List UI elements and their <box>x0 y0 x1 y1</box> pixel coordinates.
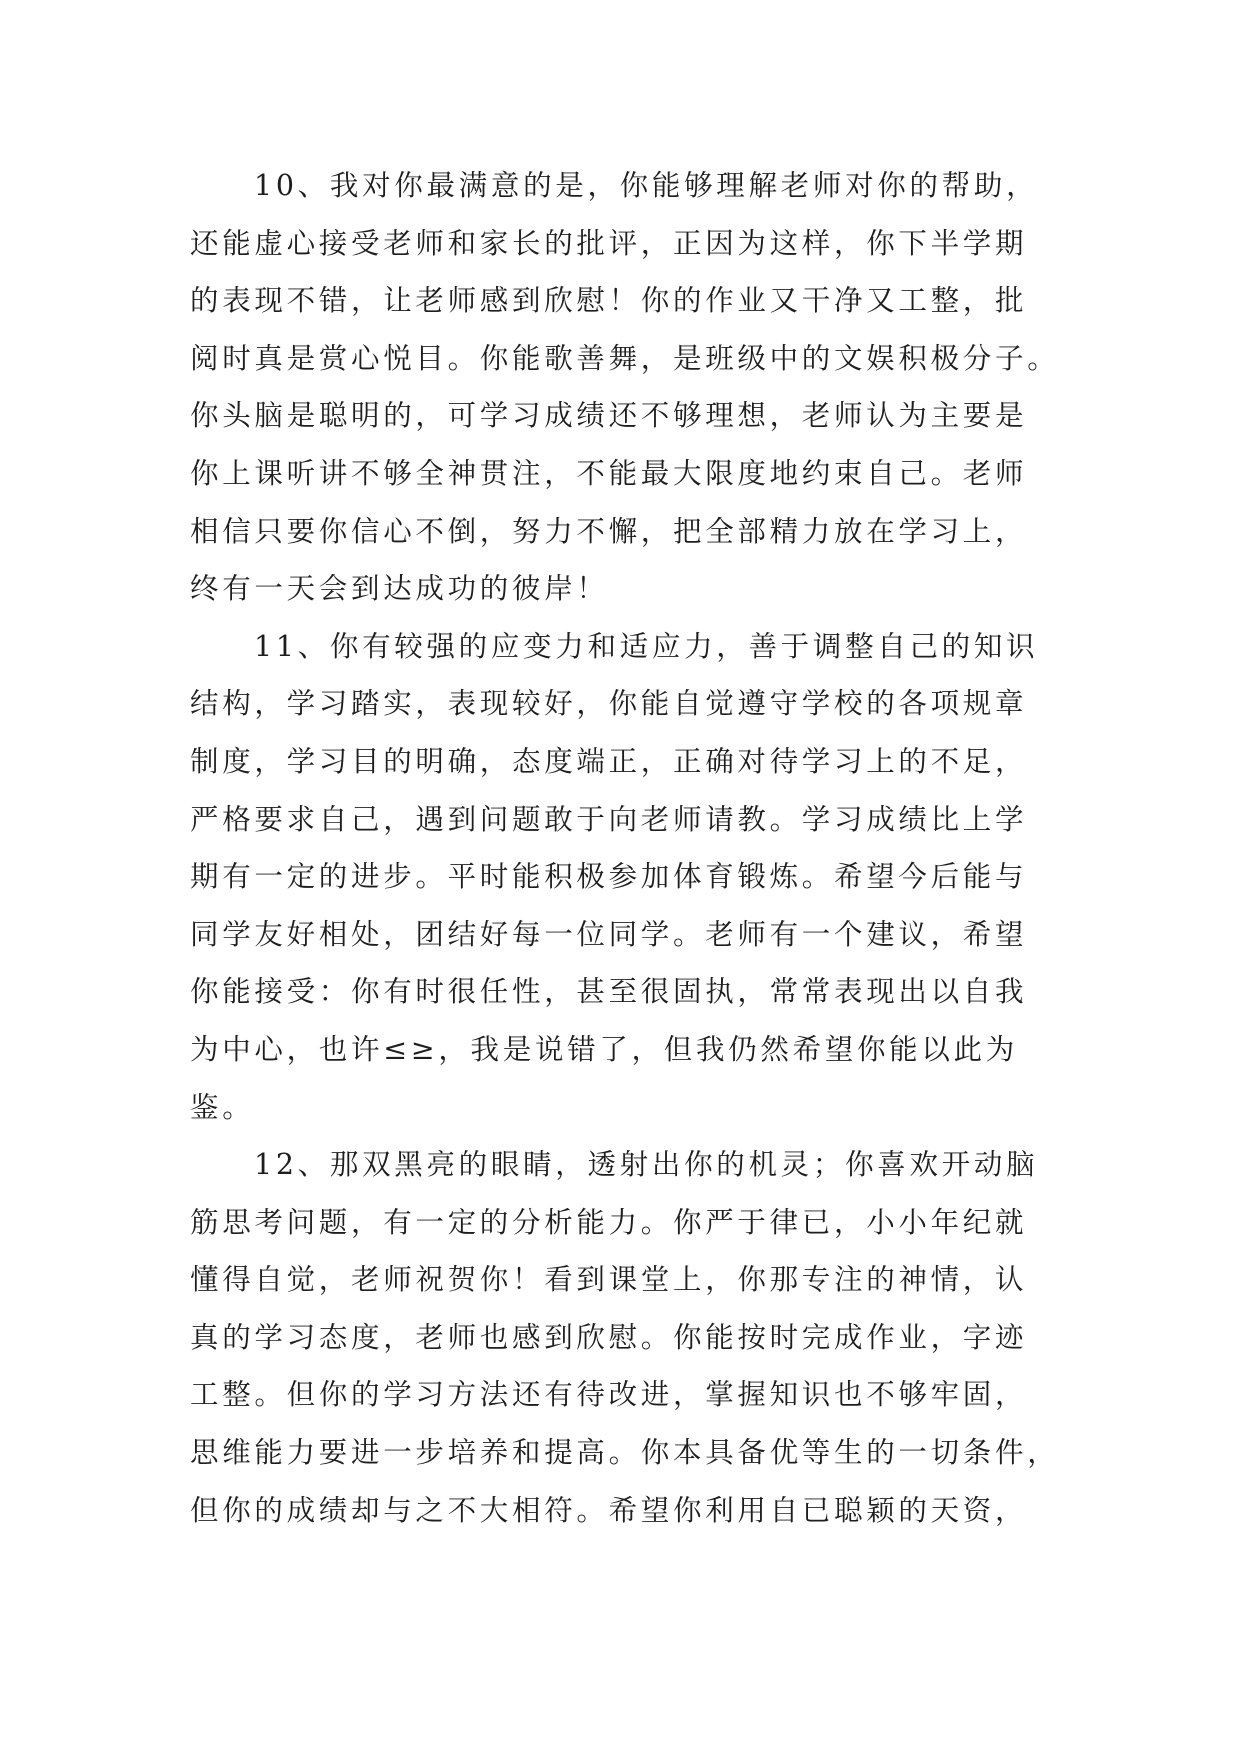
paragraph-line: 的表现不错，让老师感到欣慰！你的作业又干净又工整，批 <box>190 284 1028 318</box>
document-body <box>190 157 1070 1539</box>
paragraph-line: 工整。但你的学习方法还有待改进，掌握知识也不够牢固， <box>190 1378 1028 1412</box>
paragraph-line: 相信只要你信心不倒，努力不懈，把全部精力放在学习上， <box>190 514 1028 548</box>
paragraph-line: 鉴。 <box>190 1090 255 1124</box>
comment-paragraph-11 <box>190 618 1070 1136</box>
paragraph-line: 制度，学习目的明确，态度端正，正确对待学习上的不足， <box>190 744 1028 778</box>
paragraph-line: 终有一天会到达成功的彼岸！ <box>190 572 609 606</box>
paragraph-line: 你上课听讲不够全神贯注，不能最大限度地约束自己。老师 <box>190 456 1028 490</box>
paragraph-line: 你能接受：你有时很任性，甚至很固执，常常表现出以自我 <box>190 975 1028 1009</box>
paragraph-line: 但你的成绩却与之不大相符。希望你利用自已聪颖的天资， <box>190 1493 1028 1527</box>
paragraph-line: 还能虚心接受老师和家长的批评，正因为这样，你下半学期 <box>190 226 1028 260</box>
paragraph-line: 你头脑是聪明的，可学习成绩还不够理想，老师认为主要是 <box>190 399 1028 433</box>
paragraph-line: 12、那双黑亮的眼睛，透射出你的机灵；你喜欢开动脑 <box>254 1148 1039 1182</box>
paragraph-line: 懂得自觉，老师祝贺你！看到课堂上，你那专注的神情，认 <box>190 1263 1028 1297</box>
paragraph-line: 11、你有较强的应变力和适应力，善于调整自己的知识 <box>254 629 1039 663</box>
comment-paragraph-10 <box>190 157 1070 618</box>
paragraph-line: 结构，学习踏实，表现较好，你能自觉遵守学校的各项规章 <box>190 687 1028 721</box>
paragraph-line: 10、我对你最满意的是，你能够理解老师对你的帮助， <box>254 169 1039 202</box>
paragraph-line: 筋思考问题，有一定的分析能力。你严于律已，小小年纪就 <box>190 1205 1028 1239</box>
paragraph-line: 思维能力要进一步培养和提高。你本具备优等生的一切条件， <box>190 1436 1060 1470</box>
comment-paragraph-12 <box>190 1136 1070 1539</box>
paragraph-line: 真的学习态度，老师也感到欣慰。你能按时完成作业，字迹 <box>190 1320 1028 1354</box>
paragraph-line: 阅时真是赏心悦目。你能歌善舞，是班级中的文娱积极分子。 <box>190 341 1060 375</box>
paragraph-line: 同学友好相处，团结好每一位同学。老师有一个建议，希望 <box>190 917 1028 951</box>
paragraph-line: 期有一定的进步。平时能积极参加体育锻炼。希望今后能与 <box>190 860 1028 894</box>
paragraph-line: 为中心，也许≤≥，我是说错了，但我仍然希望你能以此为 <box>190 1032 1018 1066</box>
paragraph-line: 严格要求自己，遇到问题敢于向老师请教。学习成绩比上学 <box>190 802 1028 836</box>
